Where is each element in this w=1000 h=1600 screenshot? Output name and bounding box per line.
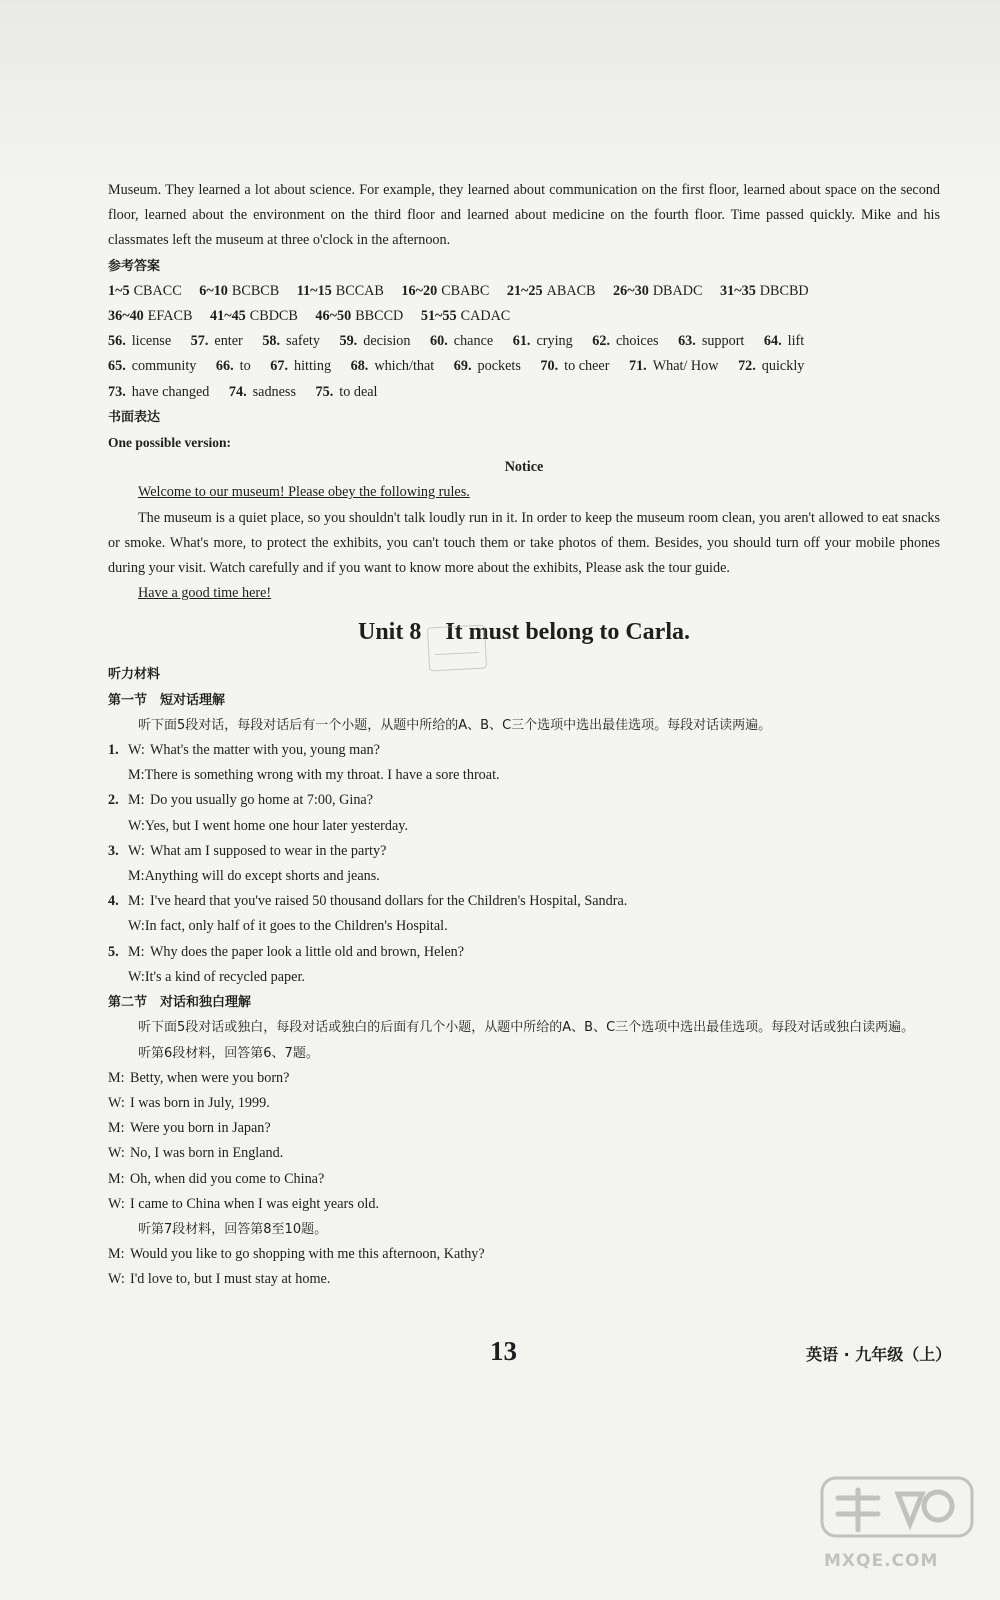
dialogue-1: 1. W: What's the matter with you, young man? M:There is something wrong with my throat. I have a sore throat. — [108, 742, 500, 784]
answer-item: 57. enter — [190, 333, 243, 350]
answer-item: 61. crying — [512, 333, 573, 350]
answer-item: 56. license — [108, 333, 172, 350]
fill-answers-line-1 — [108, 329, 940, 354]
book-label: 英语 · 九年级（上） — [806, 1345, 952, 1364]
notice-closing: Have a good time here! — [138, 585, 272, 602]
answer-item: 31~35 DBCBD — [720, 282, 809, 299]
conversation-line: M: Oh, when did you come to China? — [108, 1170, 325, 1187]
section1-intro: 听下面5段对话，每段对话后有一个小题，从题中所给的A、B、C三个选项中选出最佳选项。每段对话读两遍。 — [138, 717, 772, 733]
material-7-label: 听第7段材料，回答第8至10题。 — [138, 1221, 328, 1237]
answer-item: 72. quickly — [738, 358, 805, 375]
conversation-line: M: Were you born in Japan? — [108, 1120, 271, 1137]
answer-item: 6~10 BCBCB — [199, 282, 280, 299]
version-label: One possible version: — [108, 435, 232, 451]
answer-item: 46~50 BBCCD — [315, 308, 404, 325]
choice-answers-line-1 — [108, 279, 940, 304]
conversation-7 — [108, 1242, 940, 1292]
answer-item: 67. hitting — [270, 358, 332, 375]
unit-title — [108, 616, 940, 648]
unit-name: It must belong to Carla. — [445, 619, 690, 646]
watermark-text: MXQE.COM — [824, 1551, 939, 1571]
answer-item: 51~55 CADAC — [420, 308, 511, 325]
answer-item: 59. decision — [339, 333, 411, 350]
answer-item: 65. community — [108, 358, 197, 375]
dialogue-3: 3. W: What am I supposed to wear in the party? M:Anything will do except shorts and jeans. — [108, 842, 387, 885]
content — [108, 178, 940, 1293]
section2-intro: 听下面5段对话或独白，每段对话或独白的后面有几个小题，从题中所给的A、B、C三个选项中选出最佳选项。每段对话或独白读两遍。 — [138, 1020, 915, 1036]
dialogue-2: 2. M: Do you usually go home at 7:00, Gina? W:Yes, but I went home one hour later yesterday. — [108, 792, 409, 834]
page-number: 13 — [490, 1336, 517, 1366]
writing-heading: 书面表达 — [108, 409, 161, 425]
answer-item: 68. which/that — [350, 358, 435, 375]
conversation-line: W: I'd love to, but I must stay at home. — [108, 1271, 331, 1288]
notice-title: Notice — [504, 459, 544, 476]
choice-answers-line-2 — [108, 304, 940, 329]
watermark-logo — [818, 1470, 978, 1580]
answer-item: 74. sadness — [228, 383, 296, 400]
answer-item: 66. to — [215, 358, 251, 375]
notice-body: The museum is a quiet place, so you shouldn't talk loudly run in it. In order to keep the museum room clean, you aren't allowed to eat snacks or smoke. What's more, to protect the exhibits, you can't touch them or take photos of them. Besides, you should turn off your mobile phones during your visit. Watch carefully and if you want to know more about the exhibits, Please ask the tour guide. — [108, 509, 940, 577]
conversation-line: M: Betty, when were you born? — [108, 1069, 290, 1086]
answer-item: 60. chance — [430, 333, 494, 350]
listening-heading: 听力材料 — [108, 667, 161, 683]
answer-item: 16~20 CBABC — [401, 282, 490, 299]
section2-heading: 第二节 对话和独白理解 — [108, 995, 252, 1011]
answer-item: 75. to deal — [315, 383, 378, 400]
answers-heading: 参考答案 — [108, 258, 161, 274]
conversation-line: W: I came to China when I was eight years old. — [108, 1195, 379, 1212]
answer-item: 11~15 BCCAB — [296, 282, 384, 299]
answer-item: 73. have changed — [108, 383, 210, 400]
section1-heading: 第一节 短对话理解 — [108, 692, 226, 708]
answer-item: 41~45 CBDCB — [210, 308, 298, 325]
answer-item: 26~30 DBADC — [613, 282, 703, 299]
stamp-mark — [427, 625, 487, 672]
dialogue-5: 5. M: Why does the paper look a little old and brown, Helen? W:It's a kind of recycled paper. — [108, 943, 465, 985]
answer-item: 21~25 ABACB — [506, 282, 596, 299]
answer-item: 70. to cheer — [540, 358, 610, 375]
conversation-line: W: I was born in July, 1999. — [108, 1094, 270, 1111]
answer-item: 69. pockets — [453, 358, 521, 375]
answer-item: 62. choices — [592, 333, 659, 350]
answer-item: 58. safety — [262, 333, 320, 350]
notice-welcome: Welcome to our museum! Please obey the following rules. — [138, 484, 470, 501]
conversation-6 — [108, 1066, 940, 1217]
unit-number: Unit 8 — [357, 619, 422, 646]
answer-item: 64. lift — [763, 333, 805, 350]
conversation-line: W: No, I was born in England. — [108, 1145, 284, 1162]
passage-continuation: Museum. They learned a lot about science. For example, they learned about communication on the first floor, learned about space on the second floor, learned about the environment on the third floor and learned about medicine on the fourth floor. Time passed quickly. Mike and his classmates left the museum at three o'clock in the afternoon. — [108, 182, 940, 249]
answer-item: 71. What/ How — [628, 358, 719, 375]
material-6-label: 听第6段材料，回答第6、7题。 — [138, 1045, 319, 1061]
answer-item: 1~5 CBACC — [108, 282, 182, 299]
answer-item: 63. support — [678, 333, 745, 350]
fill-answers-line-3 — [108, 380, 940, 405]
answer-item: 36~40 EFACB — [108, 308, 193, 325]
dialogue-4: 4. M: I've heard that you've raised 50 thousand dollars for the Children's Hospital, Sandra. W:In fact, only half of it goes to the Children's Hospital. — [108, 893, 628, 935]
conversation-line: M: Would you like to go shopping with me this afternoon, Kathy? — [108, 1246, 485, 1263]
fill-answers-line-2 — [108, 354, 940, 379]
